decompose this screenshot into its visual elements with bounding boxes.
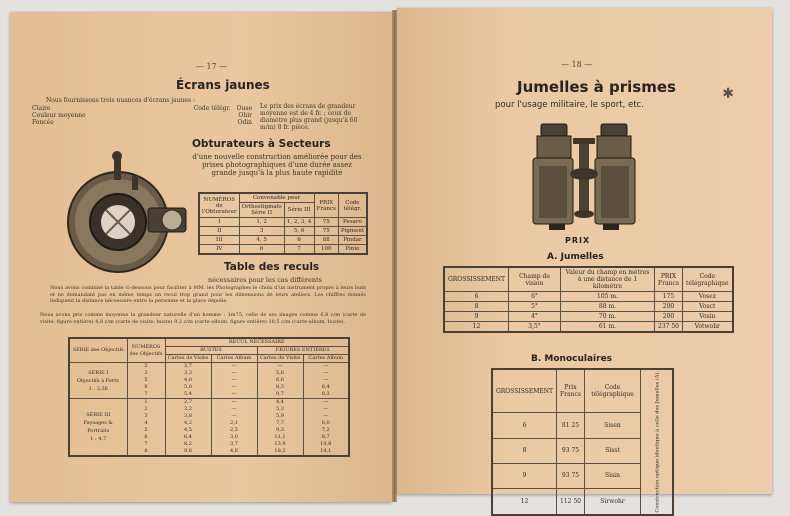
left-page <box>10 12 392 502</box>
cell: 5,4 <box>184 391 192 397</box>
cell: Pinie <box>338 245 367 255</box>
cell: 3,3 <box>184 370 192 376</box>
table-row <box>199 245 367 255</box>
cell: — <box>231 391 237 397</box>
cell: 6,4 <box>184 434 192 440</box>
cell: 6,6 <box>276 377 284 383</box>
cell: 6,0 <box>321 420 330 426</box>
figures-ca-cell <box>303 363 349 399</box>
ink-mark-icon: ✱ <box>722 86 734 102</box>
cell: 4,4 <box>276 399 284 405</box>
serie-ratio: 1 : 3,36 <box>88 385 108 392</box>
shade-name: Foncée <box>32 119 54 126</box>
col-header: Série III <box>284 203 314 218</box>
prix-heading: PRIX <box>565 236 591 245</box>
table-row <box>444 292 733 302</box>
cell: — <box>323 413 329 419</box>
col-header: Cartes de Visite <box>257 355 303 363</box>
cell: 9,3 <box>276 427 284 433</box>
cell: — <box>277 363 283 369</box>
figures-ca-cell <box>303 399 349 457</box>
cell: 2,5 <box>230 427 238 433</box>
code-label: Code télégr. <box>193 105 231 112</box>
cell: 5,6 <box>276 370 284 376</box>
cell: 61 m. <box>561 322 655 333</box>
serie-cell <box>69 363 127 399</box>
cell: 175 <box>655 292 683 302</box>
cell: 3,8 <box>184 413 192 419</box>
cell: 7,2 <box>321 427 330 433</box>
cell: 3,2 <box>184 406 192 412</box>
cell: 8 <box>492 438 557 463</box>
cell: 88 <box>314 236 338 245</box>
cell: 6 <box>239 245 284 255</box>
cell: 4,2 <box>184 420 192 426</box>
cell: 75 <box>314 227 338 236</box>
col-header: BUSTES <box>165 347 257 355</box>
shade-name: Couleur moyenne <box>32 112 86 119</box>
serie-ratio: 1 : 4,7 <box>90 436 107 442</box>
cell: 11,1 <box>274 434 286 440</box>
cell: 1 <box>144 399 148 405</box>
serie-desc: Objectifs à Portr. <box>76 377 120 384</box>
cell: — <box>323 377 329 383</box>
cell: 8,2 <box>184 441 192 447</box>
cell: 3,7 <box>230 441 238 447</box>
cell: 75 <box>314 218 338 227</box>
cell: — <box>231 384 237 390</box>
cell: Sirwohr <box>585 488 641 514</box>
cell: 8,3 <box>321 391 330 397</box>
cell: — <box>231 399 237 405</box>
table-row <box>444 312 733 322</box>
cell: Sisen <box>585 413 641 438</box>
cell: 5° <box>509 302 561 312</box>
cell: 18,2 <box>274 448 286 454</box>
cell: 12 <box>492 488 557 514</box>
cell: 6 <box>284 236 314 245</box>
page-number-left: — 17 — <box>196 62 228 71</box>
cell: 7,7 <box>276 420 284 426</box>
table-group <box>69 399 349 457</box>
cell: 10,8 <box>320 441 332 447</box>
col-header: RECUL NÉCESSAIRE <box>165 338 349 347</box>
cell: 4, 5 <box>239 236 284 245</box>
figures-cv-cell <box>257 399 303 457</box>
binoculars-illustration <box>529 118 639 234</box>
cell: 7 <box>144 391 148 397</box>
col-header: Champ de vision <box>509 267 561 292</box>
cell: 6 <box>144 434 148 440</box>
col-header: PRIX Francs <box>314 193 338 218</box>
cell: — <box>231 406 237 412</box>
table-row <box>199 227 367 236</box>
right-page <box>397 8 772 513</box>
cell: 1, 2 <box>239 218 284 227</box>
cell: 6 <box>144 384 148 390</box>
cell: 2,7 <box>184 399 192 405</box>
cell: 6 <box>492 413 557 438</box>
cell: 4,8 <box>230 448 238 454</box>
col-header: NUMÉROS de l'Obturateur <box>199 193 239 218</box>
cell: Sisst <box>585 438 641 463</box>
cell: 2,7 <box>184 363 192 369</box>
cell: 3 <box>144 370 148 376</box>
monoculaires-heading: B. Monoculaires <box>531 354 613 364</box>
jumelles-heading: A. Jumelles <box>547 252 604 262</box>
cell: 88 m. <box>561 302 655 312</box>
jumelles-subtitle: pour l'usage militaire, le sport, etc. <box>495 100 644 110</box>
serie-name: SÉRIE I <box>88 369 109 376</box>
cell: Pigment <box>338 227 367 236</box>
bustes-ca-cell <box>211 399 257 457</box>
numeros-cell <box>127 399 165 457</box>
cell: — <box>231 363 237 369</box>
cell: 5 <box>144 377 148 383</box>
ecrans-price-note: Le prix des écrans de grandeur moyenne est de 4 fr. ; ceux de diamètre plus grand (jusqu'à 60 m/m) 8 fr. pièce. <box>260 103 358 131</box>
reculs-table <box>68 337 350 457</box>
reculs-subtitle: nécessaires pour les cas différents <box>208 276 322 284</box>
cell: 6,4 <box>321 384 330 390</box>
serie-cell <box>69 399 127 457</box>
table-row <box>199 218 367 227</box>
col-header: Code télégraphique <box>683 267 733 292</box>
cell: 200 <box>655 312 683 322</box>
page-number-right: — 18 — <box>561 60 593 69</box>
cell: 3,5° <box>509 322 561 333</box>
table-row <box>444 302 733 312</box>
col-header: PRIX Francs <box>655 267 683 292</box>
cell: 7 <box>284 245 314 255</box>
cell: IV <box>199 245 239 255</box>
cell: 81 25 <box>557 413 585 438</box>
reculs-paragraph-2: Nous avons pris comme moyenne la grandeur naturelle d'un homme : 1m75, celle de ses images comme 6,8 c/m (carte de visite, figure entière) 4,8 c/m (carte de visite, buste) 9,2 c/m (carte-album, figure entière) 10,5 c/m (carte-album, buste). <box>40 312 366 325</box>
table-row <box>199 236 367 245</box>
cell: Vosin <box>683 312 733 322</box>
cell: — <box>323 406 329 412</box>
cell: 2 <box>144 406 148 412</box>
cell: 6 <box>444 292 509 302</box>
cell: Pindar <box>338 236 367 245</box>
col-header: Convenable pour <box>239 193 314 203</box>
cell: 8 <box>444 302 509 312</box>
cell: 2,1 <box>230 420 238 426</box>
jumelles-table <box>443 266 734 333</box>
cell: — <box>323 370 329 376</box>
reculs-title: Table des reculs <box>224 261 320 273</box>
cell: 4 <box>144 420 148 426</box>
cell: 7 <box>144 441 148 447</box>
cell: 105 m. <box>561 292 655 302</box>
cell: 5,9 <box>276 413 284 419</box>
cell: 5,3 <box>276 406 284 412</box>
col-header: Valeur du champ en mètres à une distance de 1 kilomètre <box>561 267 655 292</box>
cell: 13,9 <box>274 441 286 447</box>
cell: 3 <box>239 227 284 236</box>
shade-code: Ohir <box>238 112 252 119</box>
cell: 9 <box>492 463 557 488</box>
ecrans-title: Écrans jaunes <box>176 78 270 92</box>
cell: Vosez <box>683 292 733 302</box>
cell: 6° <box>509 292 561 302</box>
serie-desc: Paysages & Portraits <box>83 420 113 434</box>
shutter-illustration <box>60 150 195 275</box>
cell: 12 <box>444 322 509 333</box>
cell: — <box>231 413 237 419</box>
numeros-cell <box>127 363 165 399</box>
cell: 9,8 <box>184 448 192 454</box>
bustes-cv-cell <box>165 363 211 399</box>
figures-cv-cell <box>257 363 303 399</box>
cell: 8,3 <box>276 384 284 390</box>
cell: 4,0 <box>184 377 192 383</box>
cell: 4° <box>509 312 561 322</box>
cell: 100 <box>314 245 338 255</box>
jumelles-title: Jumelles à prismes <box>517 78 676 96</box>
ecrans-shades <box>32 105 252 126</box>
shade-code: Ouse <box>236 105 252 112</box>
col-header: GROSSISSEMENT <box>444 267 509 292</box>
col-header: Cartes Album <box>211 355 257 363</box>
cell: 3 <box>144 413 148 419</box>
cell: — <box>231 370 237 376</box>
col-header: Cartes de Visite <box>165 355 211 363</box>
col-header: Prix Francs <box>557 369 585 413</box>
cell: 200 <box>655 302 683 312</box>
serie-name: SÉRIE III <box>86 412 111 418</box>
shade-name: Claire <box>32 105 51 112</box>
cell: 2 <box>144 363 148 369</box>
cell: 3,0 <box>230 434 238 440</box>
col-header: GROSSISSEMENT <box>492 369 557 413</box>
bustes-cv-cell <box>165 399 211 457</box>
col-header: NUMÉROS des Objectifs <box>127 338 165 363</box>
cell: 5,0 <box>184 384 192 390</box>
cell: 5 <box>144 427 148 433</box>
cell: I <box>199 218 239 227</box>
shade-code: Odin <box>237 119 252 126</box>
obturateurs-title: Obturateurs à Secteurs <box>192 138 331 150</box>
cell: — <box>323 363 329 369</box>
cell: 237 50 <box>655 322 683 333</box>
table-group <box>69 363 349 399</box>
cell: Sisin <box>585 463 641 488</box>
cell: 9,7 <box>276 391 284 397</box>
obturateurs-subtitle: d'une nouvelle construction améliorée pour des prises photographiques d'une durée assez grande jusqu'à la plus haute rapidité <box>192 153 362 177</box>
ecrans-intro: Nous fournissons trois nuances d'écrans jaunes : <box>46 97 195 104</box>
cell: 8 <box>144 448 148 454</box>
col-header: SÉRIE des Objectifs <box>69 338 127 363</box>
cell: — <box>231 377 237 383</box>
col-header: Code télégr. <box>338 193 367 218</box>
cell: III <box>199 236 239 245</box>
cell: — <box>323 399 329 405</box>
cell: 93 75 <box>557 463 585 488</box>
cell: 4,5 <box>184 427 192 433</box>
cell: II <box>199 227 239 236</box>
cell: 8,7 <box>321 434 330 440</box>
monoculaires-table <box>491 368 674 516</box>
cell: Pesaro <box>338 218 367 227</box>
table-row <box>444 322 733 333</box>
col-header: Orthostigmats Série II <box>239 203 284 218</box>
cell: 5, 6 <box>284 227 314 236</box>
monoculaires-side-note: Construction optique identique à celle des Jumelles (A). <box>641 369 673 515</box>
cell: Votwohr <box>683 322 733 333</box>
cell: 93 75 <box>557 438 585 463</box>
obturateurs-table <box>198 192 368 255</box>
col-header: FIGURES ENTIÈRES <box>257 347 349 355</box>
col-header: Cartes Album <box>303 355 349 363</box>
bustes-ca-cell <box>211 363 257 399</box>
cell: 14,1 <box>320 448 332 454</box>
cell: 1, 2, 3, 4 <box>284 218 314 227</box>
cell: 70 m. <box>561 312 655 322</box>
reculs-paragraph-1: Nous avons combiné la table ci-dessous pour faciliter à MM. les Photographes le choix d'un instrument propre à leurs buts et ne demandant pas en même temps un recul trop grand pour les dimensions de leurs ateliers. Les chiffres donnés indiquent la distance nécessaire entre la personne et la glace dépolie. <box>50 285 366 305</box>
col-header: Code télégraphique <box>585 369 641 413</box>
cell: 112 50 <box>557 488 585 514</box>
cell: Vosct <box>683 302 733 312</box>
cell: 9 <box>444 312 509 322</box>
